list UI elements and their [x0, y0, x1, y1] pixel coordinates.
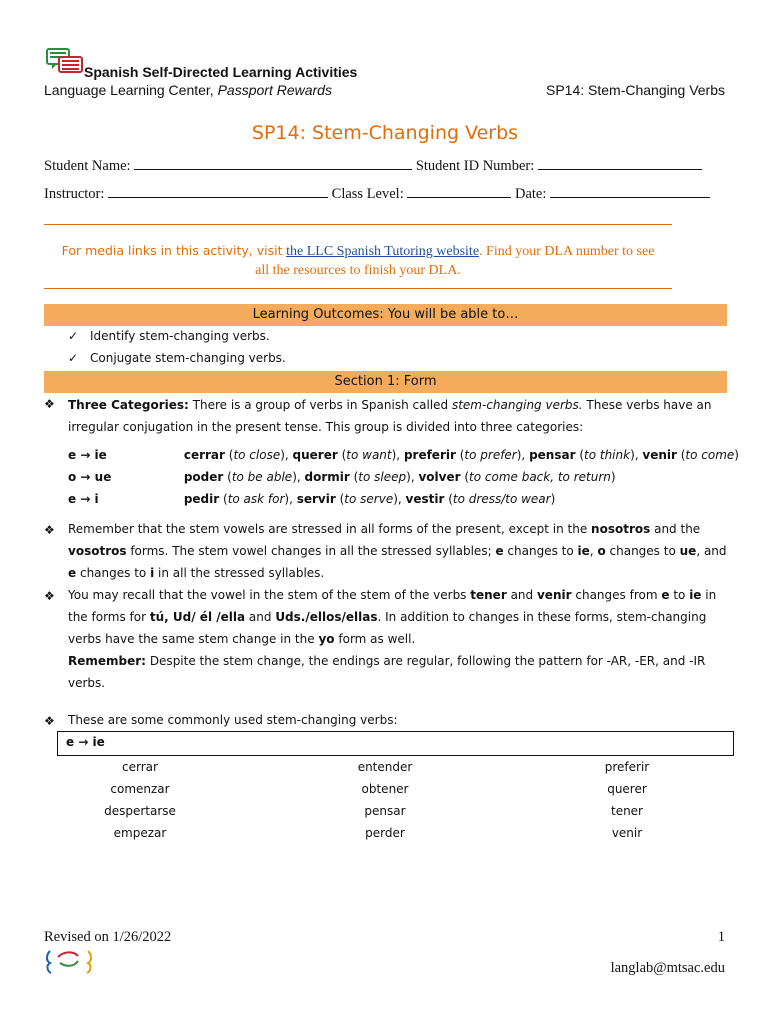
three-categories-paragraph — [68, 394, 728, 438]
stress-paragraph: Remember that the stem vowels are stressed in all forms of the present, except in the nosotros and the vosotros forms. The stem vowel changes in all the stressed syllables; e changes to ie, o changes to ue, and e changes to i in all the stressed syllables. — [68, 522, 727, 580]
text-span: ie — [577, 544, 590, 558]
category-row: o → ue poder (to be able), dormir (to sleep), volver (to come back, to return) — [68, 470, 616, 484]
text-span: You may recall that the vowel in the stem of the stem of the verbs — [68, 588, 467, 602]
text-span: vosotros — [68, 544, 127, 558]
text-span: . In addition to changes in these forms, stem-changing — [377, 610, 707, 624]
verb: poder — [183, 470, 224, 484]
text-span: nosotros — [591, 522, 651, 536]
student-info-line — [44, 157, 702, 175]
text-span: Despite the stem change, the endings are regular, following the pattern for -AR, -ER, and -IR — [149, 654, 706, 668]
text-span: changes to — [79, 566, 147, 580]
media-note-line2: all the resources to finish your DLA. — [255, 263, 461, 278]
text-span: stem-changing verbs. — [451, 398, 583, 412]
header-activity-code: SP14: Stem-Changing Verbs — [546, 82, 725, 98]
gloss: to be able — [231, 470, 293, 484]
gloss: to want — [346, 448, 392, 462]
table-cell: empezar — [113, 826, 167, 840]
verb-column-1 — [40, 756, 240, 844]
divider-top — [44, 224, 672, 225]
text-span: forms. The stem vowel changes in all the stressed syllables; — [130, 544, 492, 558]
text-line: irregular conjugation in the present tense. This group is divided into three categories: — [68, 420, 584, 434]
text-span: venir — [536, 588, 572, 602]
gloss: to dress/to wear — [452, 492, 551, 506]
section-1-heading: Section 1: Form — [44, 371, 727, 393]
instructor-field[interactable] — [108, 185, 328, 198]
verb-table-heading: e → ie — [66, 735, 105, 749]
text-span: the forms for — [68, 610, 147, 624]
text-span: in — [705, 588, 717, 602]
text-span: tú, Ud/ él /ella — [149, 610, 246, 624]
text-span: changes to — [507, 544, 574, 558]
learning-outcomes-heading: Learning Outcomes: You will be able to… — [44, 304, 727, 326]
text-span: changes to — [609, 544, 676, 558]
text-span: and — [510, 588, 534, 602]
text-span: i — [150, 566, 155, 580]
table-cell: cerrar — [122, 760, 158, 774]
media-note-post: . Find your DLA number to see — [479, 244, 655, 259]
text-span: e — [661, 588, 670, 602]
table-cell: entender — [357, 760, 413, 774]
instructor-label: Instructor: — [44, 186, 105, 202]
outcome-item — [68, 351, 286, 365]
class-level-field[interactable] — [407, 185, 511, 198]
date-field[interactable] — [550, 185, 710, 198]
text-span: changes from — [575, 588, 658, 602]
text-span: ue — [679, 544, 697, 558]
checkmark-icon: ✓ — [68, 351, 79, 365]
gloss: to close — [233, 448, 281, 462]
diamond-bullet-icon: ❖ — [44, 523, 55, 537]
divider-bottom — [44, 288, 672, 289]
text-span: yo — [318, 632, 335, 646]
text-line: verbs. — [68, 676, 106, 690]
text-span: ie — [689, 588, 702, 602]
category-label: o → ue — [68, 470, 112, 484]
student-id-label: Student ID Number: — [415, 158, 535, 174]
gloss: to come back, to return — [469, 470, 611, 484]
category-row: e → ie cerrar (to close), querer (to want), preferir (to prefer), pensar (to think), venir (to come) — [68, 448, 739, 462]
verb-table-header-box — [57, 731, 734, 756]
three-categories-label: Three Categories: — [68, 398, 189, 412]
verb: preferir — [403, 448, 456, 462]
header-subtitle-plain: Language Learning Center, — [44, 82, 214, 98]
verb: cerrar — [183, 448, 225, 462]
table-cell: venir — [611, 826, 643, 840]
verb: volver — [418, 470, 461, 484]
activity-series-title: Spanish Self-Directed Learning Activities — [84, 64, 358, 80]
category-label: e → ie — [68, 448, 107, 462]
chat-logo-icon — [46, 48, 84, 74]
verb-column-3 — [527, 756, 727, 844]
date-label: Date: — [515, 186, 547, 202]
verb: pedir — [183, 492, 220, 506]
student-id-field[interactable] — [538, 157, 702, 170]
tener-venir-paragraph — [68, 584, 730, 694]
verb: dormir — [304, 470, 350, 484]
table-cell: querer — [607, 782, 647, 796]
remember-label: Remember: — [68, 654, 146, 668]
gloss: to ask for — [227, 492, 285, 506]
text-span: e — [68, 566, 77, 580]
text-span: There is a group of verbs in Spanish called — [192, 398, 449, 412]
page-number: 1 — [717, 929, 725, 945]
gloss: to sleep — [358, 470, 407, 484]
gloss: to prefer — [464, 448, 517, 462]
text-span: and — [248, 610, 272, 624]
outcome-text: Identify stem-changing verbs. — [90, 329, 270, 343]
checkmark-icon: ✓ — [68, 329, 79, 343]
verb: querer — [292, 448, 338, 462]
class-level-label: Class Level: — [331, 186, 404, 202]
class-info-line — [44, 185, 710, 203]
media-links-note — [44, 241, 672, 280]
category-row: e → i pedir (to ask for), servir (to serve), vestir (to dress/to wear) — [68, 492, 556, 506]
gloss: to come — [685, 448, 735, 462]
revised-date: Revised on 1/26/2022 — [44, 929, 172, 945]
table-cell: perder — [365, 826, 405, 840]
contact-email: langlab@mtsac.edu — [610, 960, 725, 976]
gloss: to serve — [344, 492, 394, 506]
llc-tutoring-link[interactable]: the LLC Spanish Tutoring website — [286, 244, 480, 259]
table-cell: pensar — [364, 804, 406, 818]
header-subtitle — [44, 82, 332, 98]
table-cell: preferir — [604, 760, 650, 774]
text-span: in all the stressed syllables. — [158, 566, 325, 580]
table-cell: obtener — [361, 782, 409, 796]
text-span: Remember that the stem vowels are stressed in all forms of the present, except in the — [68, 522, 588, 536]
text-span: to — [673, 588, 686, 602]
verb: pensar — [529, 448, 576, 462]
text-span: o — [597, 544, 606, 558]
page-title: SP14: Stem-Changing Verbs — [251, 122, 519, 144]
student-name-field[interactable] — [134, 157, 412, 170]
outcome-text: Conjugate stem-changing verbs. — [90, 351, 286, 365]
text-span: verbs have the same stem change in the — [68, 632, 315, 646]
text-span: form as well. — [338, 632, 416, 646]
diamond-bullet-icon: ❖ — [44, 397, 55, 411]
verb: vestir — [405, 492, 445, 506]
diamond-bullet-icon: ❖ — [44, 589, 55, 603]
category-label: e → i — [68, 492, 99, 506]
outcome-item — [68, 329, 270, 343]
table-cell: tener — [610, 804, 643, 818]
common-verbs-intro: These are some commonly used stem-changing verbs: — [68, 713, 398, 727]
text-span: These verbs have an — [586, 398, 712, 412]
header-subtitle-italic: Passport Rewards — [217, 82, 332, 98]
verb-column-2 — [285, 756, 485, 844]
media-note-pre: For media links in this activity, visit — [61, 243, 283, 258]
table-cell: despertarse — [104, 804, 176, 818]
verb: venir — [642, 448, 677, 462]
text-span: , and — [696, 544, 727, 558]
text-span: tener — [470, 588, 507, 602]
llc-logo-icon — [44, 947, 100, 975]
table-cell: comenzar — [110, 782, 170, 796]
text-span: Uds./ellos/ellas — [275, 610, 378, 624]
diamond-bullet-icon: ❖ — [44, 714, 55, 728]
text-span: and the — [654, 522, 701, 536]
gloss: to think — [584, 448, 631, 462]
text-span: e — [495, 544, 504, 558]
verb: servir — [296, 492, 336, 506]
student-name-label: Student Name: — [44, 158, 131, 174]
